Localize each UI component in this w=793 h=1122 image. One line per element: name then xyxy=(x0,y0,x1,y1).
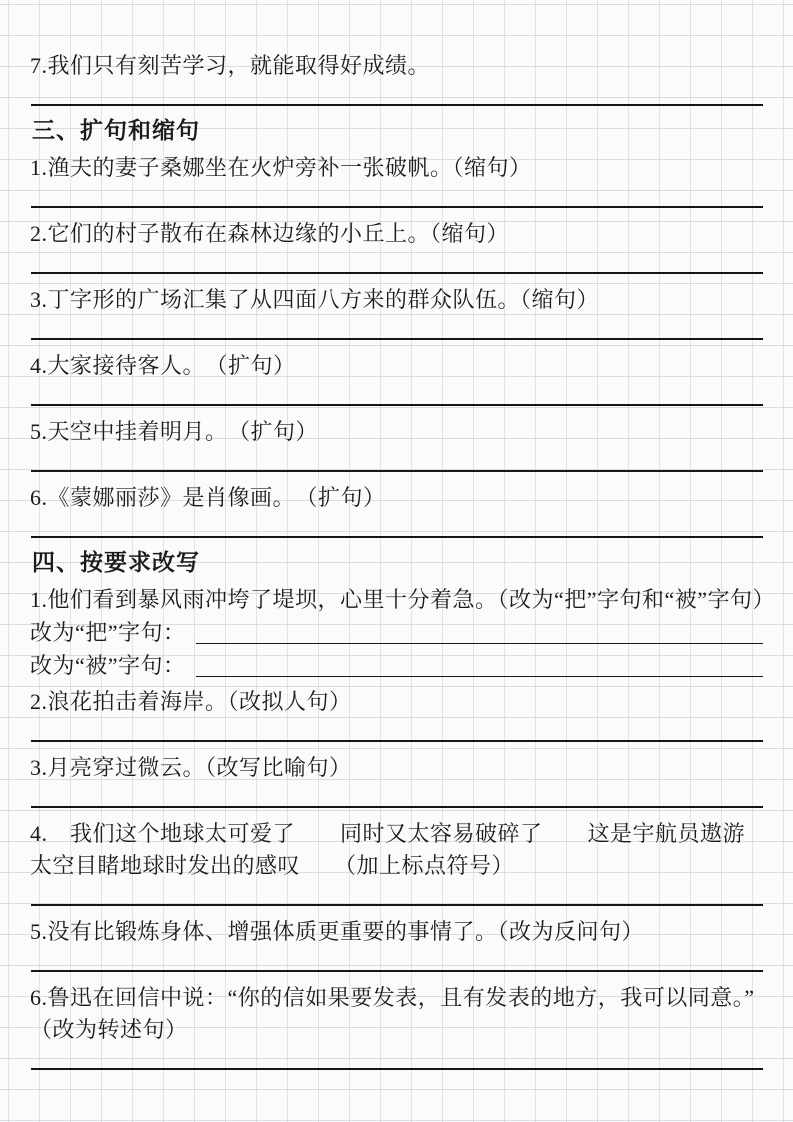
fill-in-line xyxy=(196,652,763,677)
section-title-4: 四、按要求改写 xyxy=(32,550,200,575)
question-text: 6.《蒙娜丽莎》是肖像画。 （扩句） xyxy=(30,485,386,510)
answer-line xyxy=(31,470,763,472)
question-item xyxy=(30,482,765,538)
question-item xyxy=(30,350,765,406)
answer-line xyxy=(31,740,763,742)
question-item xyxy=(30,916,765,972)
answer-line xyxy=(31,1068,763,1070)
question-item xyxy=(30,818,765,906)
question-text: 5.没有比锻炼身体、增强体质更重要的事情了。（改为反问句） xyxy=(30,919,645,944)
question-item xyxy=(30,152,765,208)
answer-line xyxy=(31,338,763,340)
fill-in-line xyxy=(196,619,763,644)
answer-line xyxy=(31,206,763,208)
answer-line xyxy=(31,272,763,274)
question-item-7 xyxy=(30,50,765,106)
question-item xyxy=(30,982,765,1070)
answer-line xyxy=(31,904,763,906)
section-title-3: 三、扩句和缩句 xyxy=(32,118,200,143)
question-text: 1.他们看到暴风雨冲垮了堤坝，心里十分着急。（改为“把”字句和“被”字句） xyxy=(30,587,776,612)
question-text: 2.它们的村子散布在森林边缘的小丘上。（缩句） xyxy=(30,221,510,246)
question-item xyxy=(30,284,765,340)
answer-line xyxy=(31,104,763,106)
question-text: 3.月亮穿过微云。（改写比喻句） xyxy=(30,755,352,780)
question-text: 2.浪花拍击着海岸。（改拟人句） xyxy=(30,689,352,714)
question-text: 3.丁字形的广场汇集了从四面八方来的群众队伍。（缩句） xyxy=(30,287,600,312)
fill-in-row xyxy=(30,617,765,649)
question-text: 7.我们只有刻苦学习，就能取得好成绩。 xyxy=(30,53,431,78)
question-text: 4.大家接待客人。 （扩句） xyxy=(30,353,296,378)
question-text: 5.天空中挂着明月。 （扩句） xyxy=(30,419,319,444)
question-text: 4. 我们这个地球太可爱了 同时又太容易破碎了 这是宇航员遨游太空目睹地球时发出的感叹 （加上标点符号） xyxy=(30,821,746,878)
fill-in-label: 改为“把”字句： xyxy=(30,620,186,645)
question-item xyxy=(30,416,765,472)
answer-line xyxy=(31,806,763,808)
question-item xyxy=(30,752,765,808)
fill-in-row xyxy=(30,650,765,682)
answer-line xyxy=(31,536,763,538)
question-item xyxy=(30,218,765,274)
question-item xyxy=(30,584,776,682)
answer-line xyxy=(31,970,763,972)
question-text: 6.鲁迅在回信中说：“你的信如果要发表，且有发表的地方，我可以同意。”（改为转述句） xyxy=(30,985,755,1042)
answer-line xyxy=(31,404,763,406)
question-text: 1.渔夫的妻子桑娜坐在火炉旁补一张破帆。（缩句） xyxy=(30,155,532,180)
question-item xyxy=(30,686,765,742)
fill-in-label: 改为“被”字句： xyxy=(30,653,186,678)
